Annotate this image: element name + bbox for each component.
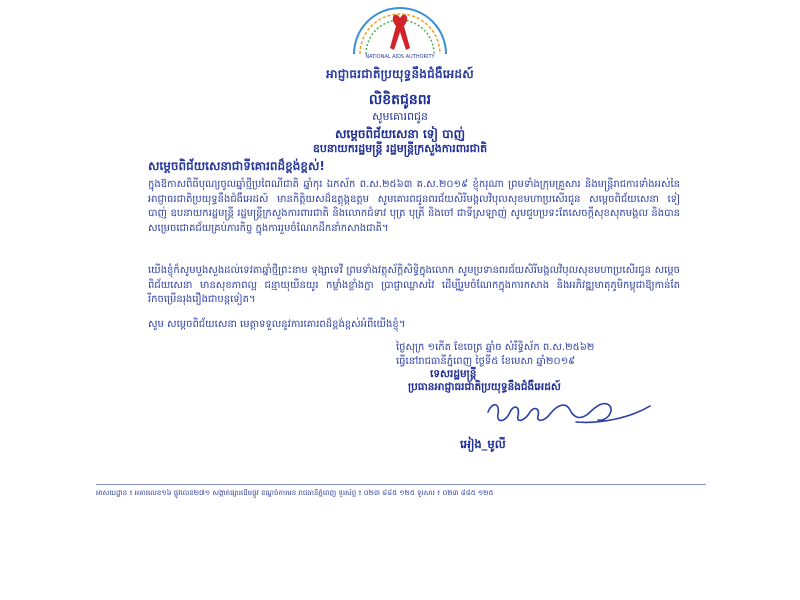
lunar-date: ថ្ងៃសុក្រ ១កើត ខែចេត្រ ឆ្នាំច សំរឹទ្ធិស័ក ព.ស.២៥៦២: [396, 342, 595, 353]
signatory-rank: ទេសរដ្ឋមន្ត្រី: [430, 368, 477, 380]
footer-address: អាសយដ្ឋាន ៖ អគារលេខ១៦ ផ្លូវលេខ២៧១ សង្កាត់ផ្សារដើមថ្កូវ ខណ្ឌចំការមន រាជធានីភ្នំពេញ ទូរស័ព្ទ ៖ ០២៣ ៨៨៥ ១២៥ ទូរសារ ៖ ០២៣ ៨៨៥ ១២៥: [96, 489, 494, 497]
body-paragraph-2: យើងខ្ញុំក៏សូមបួងសួងដល់ទេវតាឆ្នាំថ្មីព្រះនាម ទុង្សាទេវី ព្រមទាំងវត្ថុស័ក្តិសិទ្ធិក្នុងលោក សូមប្រទានពរជ័យសិរីមង្គលវិបុលសុខមហាប្រសើរជូន សម្តេចពិជ័យសេនា មានសុខភាពល្អ ជន្មាយុយឺនយូរ កម្លាំងខ្លាំងក្លា ប្រាជ្ញាឈ្លាសវៃ ដើម្បីរួមចំណែកក្នុងការកសាង និងអភិវឌ្ឍមាតុភូមិកម្ពុជាឱ្យកាន់តែរីកចម្រើនរុងរឿងជាបន្តទៀត។: [148, 265, 680, 305]
logo-text: NATIONAL AIDS AUTHORITY: [365, 54, 435, 60]
solar-date-place: ធ្វើនៅរាជធានីភ្នំពេញ ថ្ងៃទី៥ ខែមេសា ឆ្នាំ២០១៩: [396, 356, 576, 367]
recipient-title: ឧបនាយករដ្ឋមន្ត្រី រដ្ឋមន្ត្រីក្រសួងការពារជាតិ: [312, 142, 488, 155]
document-title: លិខិតជូនពរ: [368, 92, 432, 108]
body-paragraph-1: ក្នុងឱកាសពិធីបុណ្យចូលឆ្នាំថ្មីប្រពៃណីជាតិ ឆ្នាំកុរ ឯកស័ក ព.ស.២៥៦៣ គ.ស.២០១៩ ខ្ញុំករុណា ព្រមទាំងក្រុមគ្រួសារ និងមន្ត្រីរាជការទាំងអស់នៃអាជ្ញាធរជាតិប្រយុទ្ធនឹងជំងឺអេដស៍ មានកិត្តិយសដ៏ឧត្តុង្គឧត្តម សូមគោរពជូនពរជ័យសិរីមង្គលវិបុលសុខមហាប្រសើរជូន សម្តេចពិជ័យសេនា ទៀ បាញ់ ឧបនាយករដ្ឋមន្ត្រី រដ្ឋមន្ត្រីក្រសួងការពារជាតិ និងលោកជំទាវ បុត្រ បុត្រី និងចៅ ជាទីស្រឡាញ់ សូមជួបប្រទះតែសេចក្តីសុខសុភមង្គល និងបានសម្រេចជោគជ័យគ្រប់ភារកិច្ច ក្នុងការរួមចំណែកដឹកនាំកសាងជាតិ។: [148, 179, 680, 234]
footer-divider: [96, 484, 706, 485]
signatory-position: ប្រធានអាជ្ញាធរជាតិប្រយុទ្ធនឹងជំងឺអេដស៍: [408, 381, 561, 393]
addressee-intro: សូមគោរពជូន: [372, 110, 428, 123]
national-aids-authority-logo: [340, 4, 460, 64]
authority-name: អាជ្ញាធរជាតិប្រយុទ្ធនឹងជំងឺអេដស៍: [326, 67, 474, 81]
handwritten-signature: [480, 392, 660, 434]
body-paragraph-3: សូម សម្តេចពិជ័យសេនា មេត្តាទទួលនូវការគោរពដ៏ខ្ពង់ខ្ពស់អំពីយើងខ្ញុំ។: [148, 319, 406, 330]
salutation: សម្តេចពិជ័យសេនាជាទីគោរពដ៏ខ្ពង់ខ្ពស់!: [148, 159, 325, 173]
recipient-name: សម្តេចពិជ័យសេនា ទៀ បាញ់: [335, 127, 465, 141]
signatory-name: អៀង_មូលី: [460, 437, 506, 451]
